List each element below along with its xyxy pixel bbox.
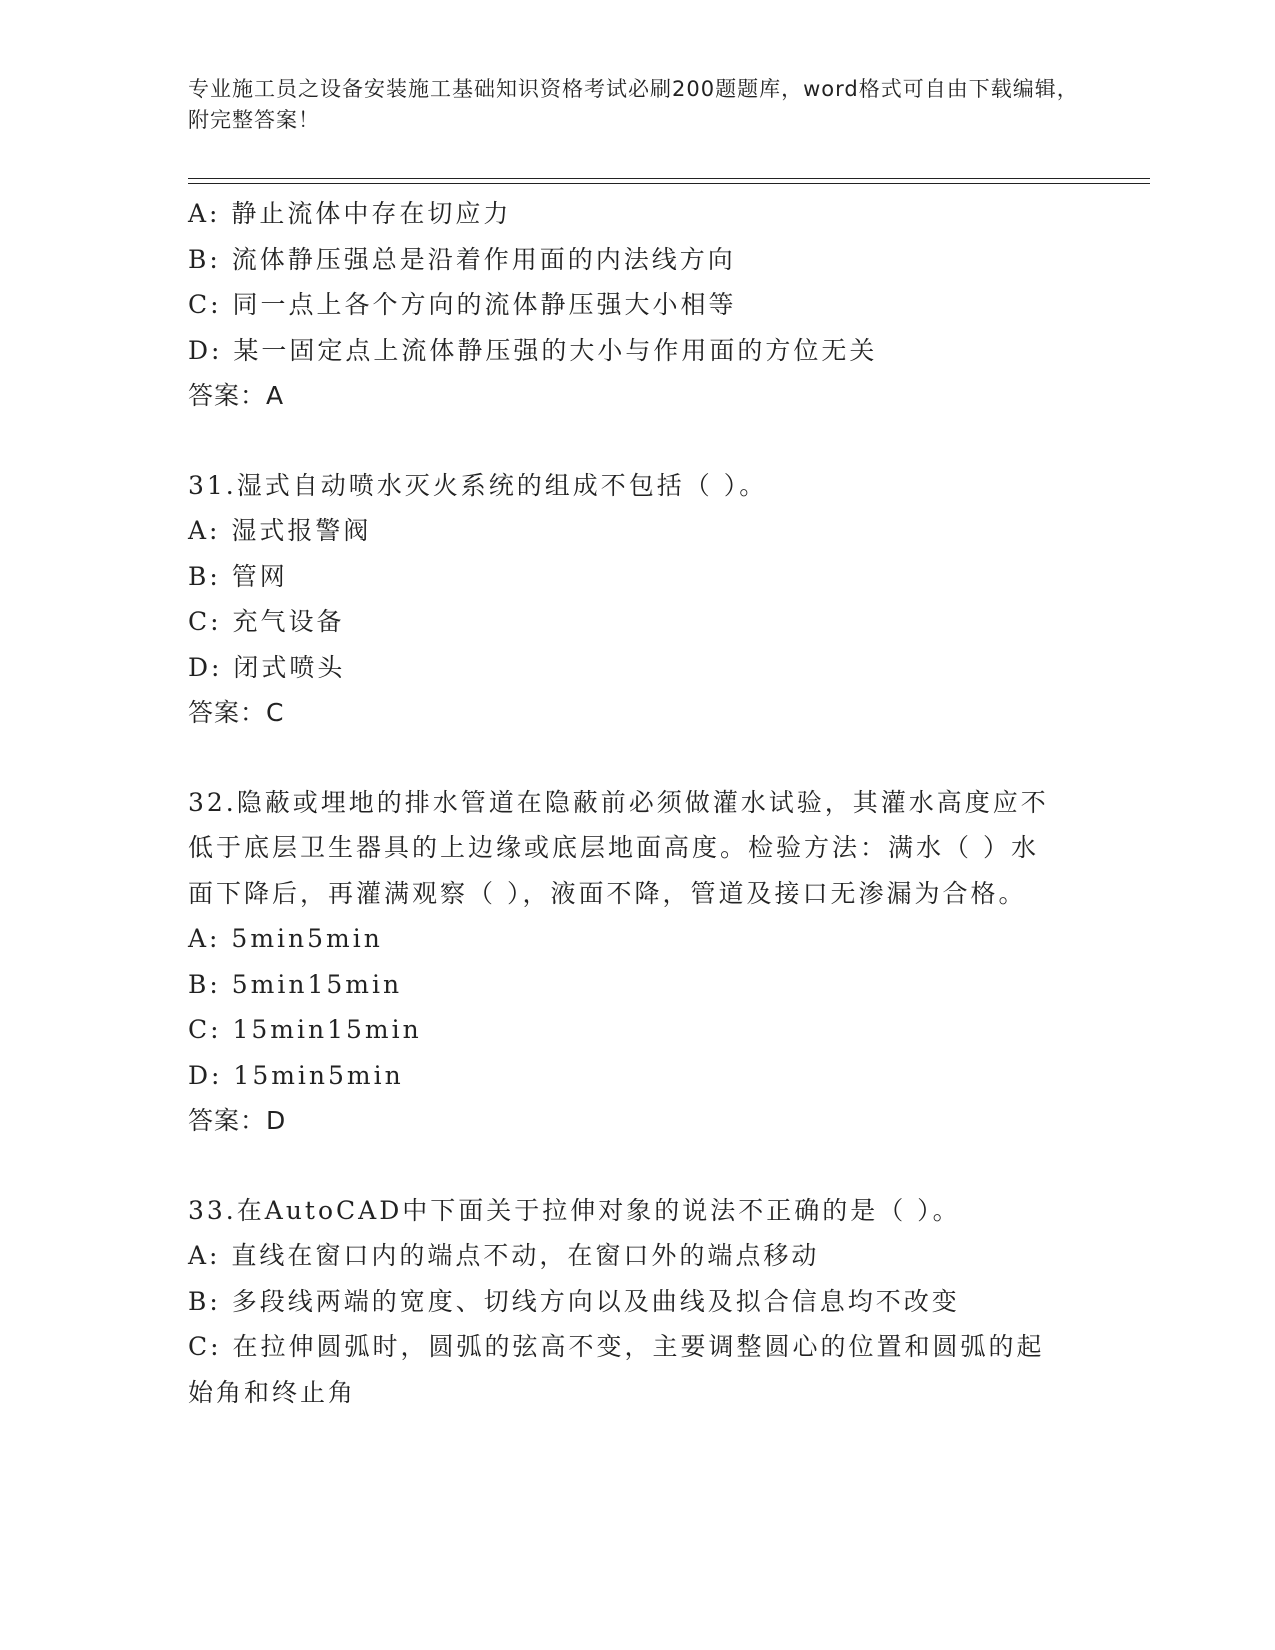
option-d: D: 15min5min: [188, 1060, 404, 1090]
header-rule-bottom: [188, 183, 1150, 184]
question-text-line-3: 面下降后，再灌满观察（ ），液面不降，管道及接口无渗漏为合格。: [188, 878, 1027, 908]
option-c: C: 充气设备: [188, 607, 345, 636]
option-a: A: 湿式报警阀: [188, 516, 372, 545]
block-spacer: [188, 419, 1088, 463]
option-a: A: 直线在窗口内的端点不动，在窗口外的端点移动: [188, 1241, 820, 1270]
option-c: C: 15min15min: [188, 1015, 422, 1044]
option-c: C: 同一点上各个方向的流体静压强大小相等: [188, 290, 737, 319]
question-block-33: [188, 1188, 1088, 1416]
answer-line: 答案：D: [188, 1106, 287, 1135]
question-block-31: [188, 463, 1088, 736]
question-block-30: [188, 191, 1088, 419]
option-b: B: 流体静压强总是沿着作用面的内法线方向: [188, 244, 736, 274]
question-block-32: [188, 780, 1088, 1144]
option-a: A: 5min5min: [188, 924, 383, 953]
document-body: [188, 191, 1088, 1415]
document-header: 专业施工员之设备安装施工基础知识资格考试必刷200题题库，word格式可自由下载编辑，附完整答案！: [188, 77, 1079, 132]
option-b: B: 5min15min: [188, 969, 403, 999]
block-spacer: [188, 1144, 1088, 1188]
question-text-line-1: 32.隐蔽或埋地的排水管道在隐蔽前必须做灌水试验，其灌水高度应不: [188, 787, 1049, 817]
option-a: A: 静止流体中存在切应力: [188, 199, 512, 228]
option-c-continued: 始角和终止角: [188, 1377, 357, 1407]
option-d: D: 闭式喷头: [188, 652, 346, 682]
question-text-line-2: 低于底层卫生器具的上边缘或底层地面高度。检验方法：满水（ ）水: [188, 833, 1039, 862]
question-text: 31.湿式自动喷水灭火系统的组成不包括（ ）。: [188, 470, 768, 500]
option-c: C: 在拉伸圆弧时，圆弧的弦高不变，主要调整圆心的位置和圆弧的起: [188, 1332, 1045, 1361]
question-text: 33.在AutoCAD中下面关于拉伸对象的说法不正确的是（ ）。: [188, 1195, 961, 1225]
answer-line: 答案：C: [188, 698, 285, 727]
option-b: B: 多段线两端的宽度、切线方向以及曲线及拟合信息均不改变: [188, 1286, 960, 1316]
block-spacer: [188, 736, 1088, 780]
option-d: D: 某一固定点上流体静压强的大小与作用面的方位无关: [188, 335, 878, 365]
option-b: B: 管网: [188, 561, 288, 591]
header-rule-top: [188, 178, 1150, 179]
answer-line: 答案：A: [188, 381, 285, 410]
